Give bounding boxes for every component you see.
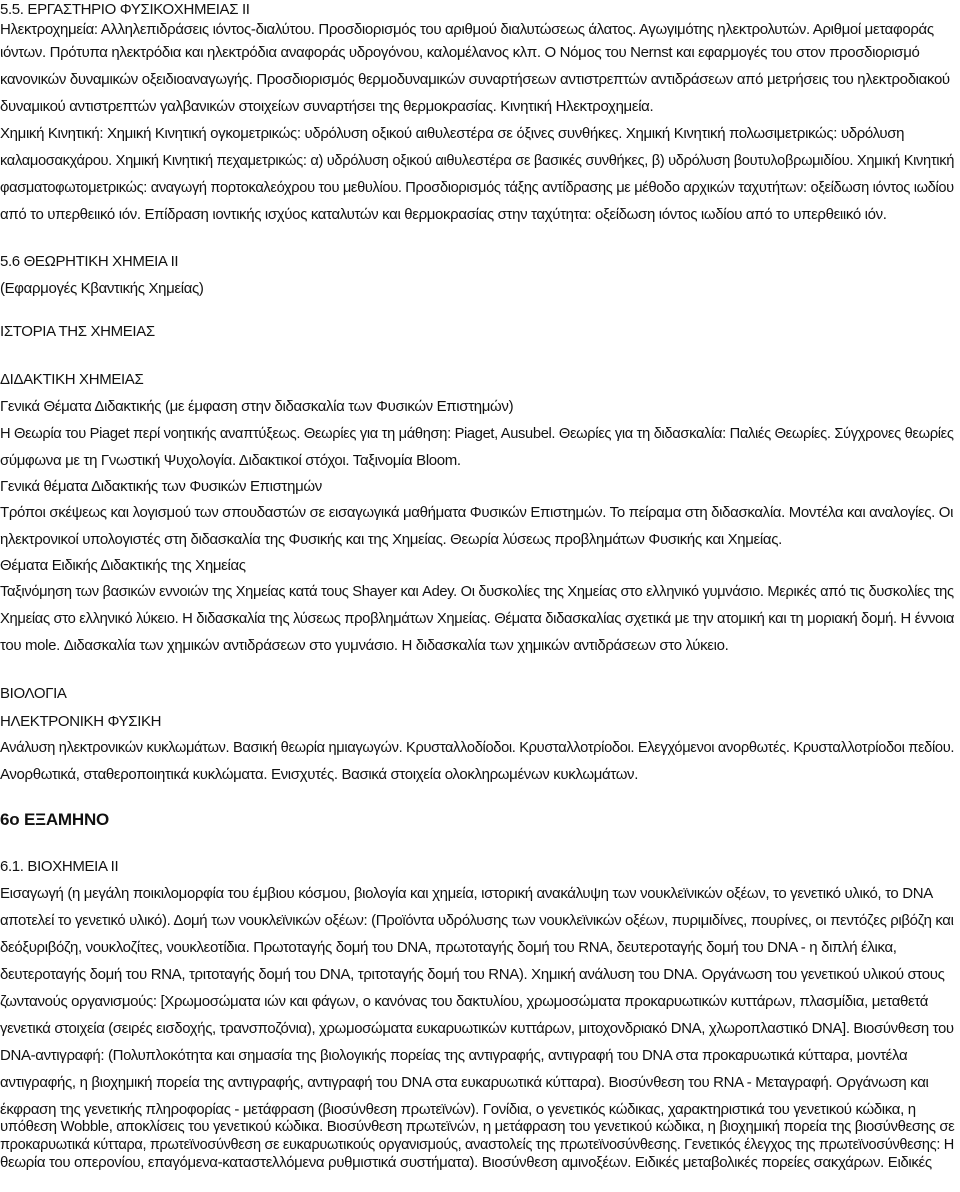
subheading: Γενικά Θέματα Διδακτικής (με έμφαση στην διδασκαλία των Φυσικών Επιστημών) [0, 398, 514, 415]
semester-heading: 6ο ΕΞΑΜΗΝΟ [0, 810, 110, 829]
paragraph-line: ηλεκτρονικοί υπολογιστές στη διδασκαλία της Φυσικής και της Χημείας. Θεωρία λύσεως προβλημάτων Φυσικής και Χημείας. [0, 531, 782, 548]
section-heading-didactics: ΔΙΔΑΚΤΙΚΗ ΧΗΜΕΙΑΣ [0, 371, 144, 388]
paragraph-line: Ανορθωτικά, σταθεροποιητικά κυκλώματα. Ενισχυτές. Βασικά στοιχεία ολοκληρωμένων κυκλωμάτων. [0, 766, 639, 783]
paragraph-line: από το υπερθειικό ιόν. Επίδραση ιοντικής ισχύος καταλυτών και θερμοκρασίας στην ταχύτητα: οξείδωση ιόντος ιωδίου από το υπερθειικό ιόν. [0, 206, 887, 223]
paragraph-line: προκαρυωτικά κύτταρα, πρωτεϊνοσύνθεση σε ευκαρυωτικούς οργανισμούς, αναστολείς της πρωτεϊνοσύνθεσης. Γενετικός έλεγχος της πρωτεϊνοσύνθεσης: Η [0, 1136, 954, 1153]
paragraph-line: αποτελεί το γενετικό υλικό). Δομή των νουκλεϊνικών οξέων: (Προϊόντα υδρόλυσης των νουκλεϊνικών οξέων, πυριμιδίνες, πουρίνες, οι πεντόζες ριβόζη και [0, 912, 954, 929]
paragraph-line: Εισαγωγή (η μεγάλη ποικιλομορφία του έμβιου κόσμου, βιολογία και χημεία, ιστορική ανακάλυψη των νουκλεϊνικών οξέων, το γενετικό υλικό, το DNA [0, 885, 933, 902]
paragraph-line: έκφραση της γενετικής πληροφορίας - μετάφραση (βιοσύνθεση πρωτεϊνών). Γονίδια, ο γενετικός κώδικας, χαρακτηριστικά του γενετικού κώδικα, η [0, 1101, 916, 1118]
paragraph-line: του mole. Διδασκαλία των χημικών αντιδράσεων στο γυμνάσιο. Η διδασκαλία των χημικών αντιδράσεων στο λύκειο. [0, 637, 729, 654]
section-heading-5-6: 5.6 ΘΕΩΡΗΤΙΚΗ ΧΗΜΕΙΑ ΙΙ [0, 253, 179, 270]
paragraph-line: Χημείας στο ελληνικό λύκειο. Η διδασκαλία της λύσεως προβλημάτων Χημείας. Θέματα διδασκαλίας σχετικά με την ατομική και τη μοριακή δομή. Η έννοια [0, 610, 955, 627]
paragraph-line: Χημική Κινητική: Χημική Κινητική ογκομετρικώς: υδρόλυση οξικού αιθυλεστέρα σε όξινες συνθήκες. Χημική Κινητική πολωσιμετρικώς: υδρόλυση [0, 125, 905, 142]
paragraph-line: φασματοφωτομετρικώς: αναγωγή πορτοκαλεόχρου του μεθυλίου. Προσδιορισμός τάξης αντίδρασης με μέθοδο αρχικών ταχυτήτων: οξείδωση ιόντος ιωδίου [0, 179, 954, 196]
subheading: Θέματα Ειδικής Διδακτικής της Χημείας [0, 557, 246, 574]
paragraph-line: Τρόποι σκέψεως και λογισμού των σπουδαστών σε εισαγωγικά μαθήματα Φυσικών Επιστημών. Το πείραμα στη διδασκαλία. Μοντέλα και αναλογίες. Οι [0, 504, 954, 521]
paragraph-line: θεωρία του οπερονίου, επαγόμενα-καταστελλόμενα ρυθμιστικά συστήματα). Βιοσύνθεση αμινοξέων. Ειδικές μεταβολικές πορείες σακχάρων. Ειδικές [0, 1154, 932, 1171]
subheading: Γενικά θέματα Διδακτικής των Φυσικών Επιστημών [0, 478, 322, 495]
paragraph-line: Ταξινόμηση των βασικών εννοιών της Χημείας κατά τους Shayer και Adey. Οι δυσκολίες της Χημείας στο ελληνικό γυμνάσιο. Μερικές από τις δυσκολίες της [0, 583, 954, 600]
paragraph-line: σύμφωνα με τη Γνωστική Ψυχολογία. Διδακτικοί στόχοι. Ταξινομία Bloom. [0, 452, 461, 469]
section-subtitle: (Εφαρμογές Κβαντικής Χημείας) [0, 280, 204, 297]
paragraph-line: κανονικών δυναμικών οξειδιοαναγωγής. Προσδιορισμός θερμοδυναμικών συναρτήσεων αντιστρεπτών αντιδράσεων από μετρήσεις του ηλεκτροδιακού [0, 71, 950, 88]
paragraph-line: DNA-αντιγραφή: (Πολυπλοκότητα και σημασία της βιολογικής πορείας της αντιγραφής, αντιγραφή του DNA στα προκαρυωτικά κύτταρα, μοντέλα [0, 1047, 908, 1064]
section-heading-5-5: 5.5. ΕΡΓΑΣΤΗΡΙΟ ΦΥΣΙΚΟΧΗΜΕΙΑΣ ΙΙ [0, 1, 250, 18]
section-heading-6-1: 6.1. ΒΙΟΧΗΜΕΙΑ ΙΙ [0, 858, 119, 875]
paragraph-line: αντιγραφής, η βιοχημική πορεία της αντιγραφής, αντιγραφή του DNA στα ευκαρυωτικά κύτταρα). Βιοσύνθεση του RNA - Μεταγραφή. Οργάνωση και [0, 1074, 929, 1091]
section-heading-biology: ΒΙΟΛΟΓΙΑ [0, 685, 67, 702]
paragraph-line: υπόθεση Wobble, αποκλίσεις του γενετικού κώδικα. Βιοσύνθεση πρωτεϊνών, η μετάφραση του γενετικού κώδικα, η βιοχημική πορεία της βιοσύνθεσης σε [0, 1118, 955, 1135]
paragraph-line: δευτεροταγής δομή του RNA, τριτοταγής δομή του DNA, τριτοταγής δομή του RNA). Χημική ανάλυση του DNA. Οργάνωση του γενετικού υλικού στους [0, 966, 945, 983]
paragraph-line: ζωντανούς οργανισμούς: [Χρωμοσώματα ιών και φάγων, ο κανόνας του δακτυλίου, χρωμοσώματα προκαρυωτικών κυττάρων, πλασμίδια, μεταθετά [0, 993, 929, 1010]
section-heading-history: ΙΣΤΟΡΙΑ ΤΗΣ ΧΗΜΕΙΑΣ [0, 323, 155, 340]
paragraph-line: καλαμοσακχάρου. Χημική Κινητική πεχαμετρικώς: α) υδρόλυση οξικού αιθυλεστέρα σε βασικές συνθήκες, β) υδρόλυση βουτυλοβρωμιδίου. Χημική Κινητική [0, 152, 955, 169]
paragraph-line: δεόξυριβόζη, νουκλοζίτες, νουκλεοτίδια. Πρωτοταγής δομή του DNA, πρωτοταγής δομή του RNA, δευτεροταγής δομή του DNA - η διπλή έλικα, [0, 939, 897, 956]
paragraph-line: γενετικά στοιχεία (σειρές εισδοχής, τρανσποζόνια), χρωμοσώματα ευκαρυωτικών κυττάρων, μιτοχονδριακό DNA, χλωροπλαστικό DNA]. Βιοσύνθεση του [0, 1020, 954, 1037]
paragraph-line: Η Θεωρία του Piaget περί νοητικής αναπτύξεως. Θεωρίες για τη μάθηση: Piaget, Ausubel. Θεωρίες για τη διδασκαλία: Παλιές Θεωρίες. Σύγχρονες θεωρίες [0, 425, 954, 442]
paragraph-line: δυναμικού αντιστρεπτών γαλβανικών στοιχείων συναρτήσει της θερμοκρασίας. Κινητική Ηλεκτροχημεία. [0, 98, 654, 115]
paragraph-line: Ηλεκτροχημεία: Αλληλεπιδράσεις ιόντος-διαλύτου. Προσδιορισμός του αριθμού διαλυτώσεως άλατος. Αγωγιμότης ηλεκτρολυτών. Αριθμοί μεταφοράς [0, 21, 934, 38]
section-heading-electronics: ΗΛΕΚΤΡΟΝΙΚΗ ΦΥΣΙΚΗ [0, 713, 162, 730]
paragraph-line: Ανάλυση ηλεκτρονικών κυκλωμάτων. Βασική θεωρία ημιαγωγών. Κρυσταλλοδίοδοι. Κρυσταλλοτρίοδοι. Ελεγχόμενοι ανορθωτές. Κρυσταλλοτρίοδοι πεδίου. [0, 739, 955, 756]
paragraph-line: ιόντων. Πρότυπα ηλεκτρόδια και ηλεκτρόδια αναφοράς υδρογόνου, καλομέλανος κλπ. Ο Νόμος του Nernst και εφαρμογές του στον προσδιορισμό [0, 44, 920, 61]
